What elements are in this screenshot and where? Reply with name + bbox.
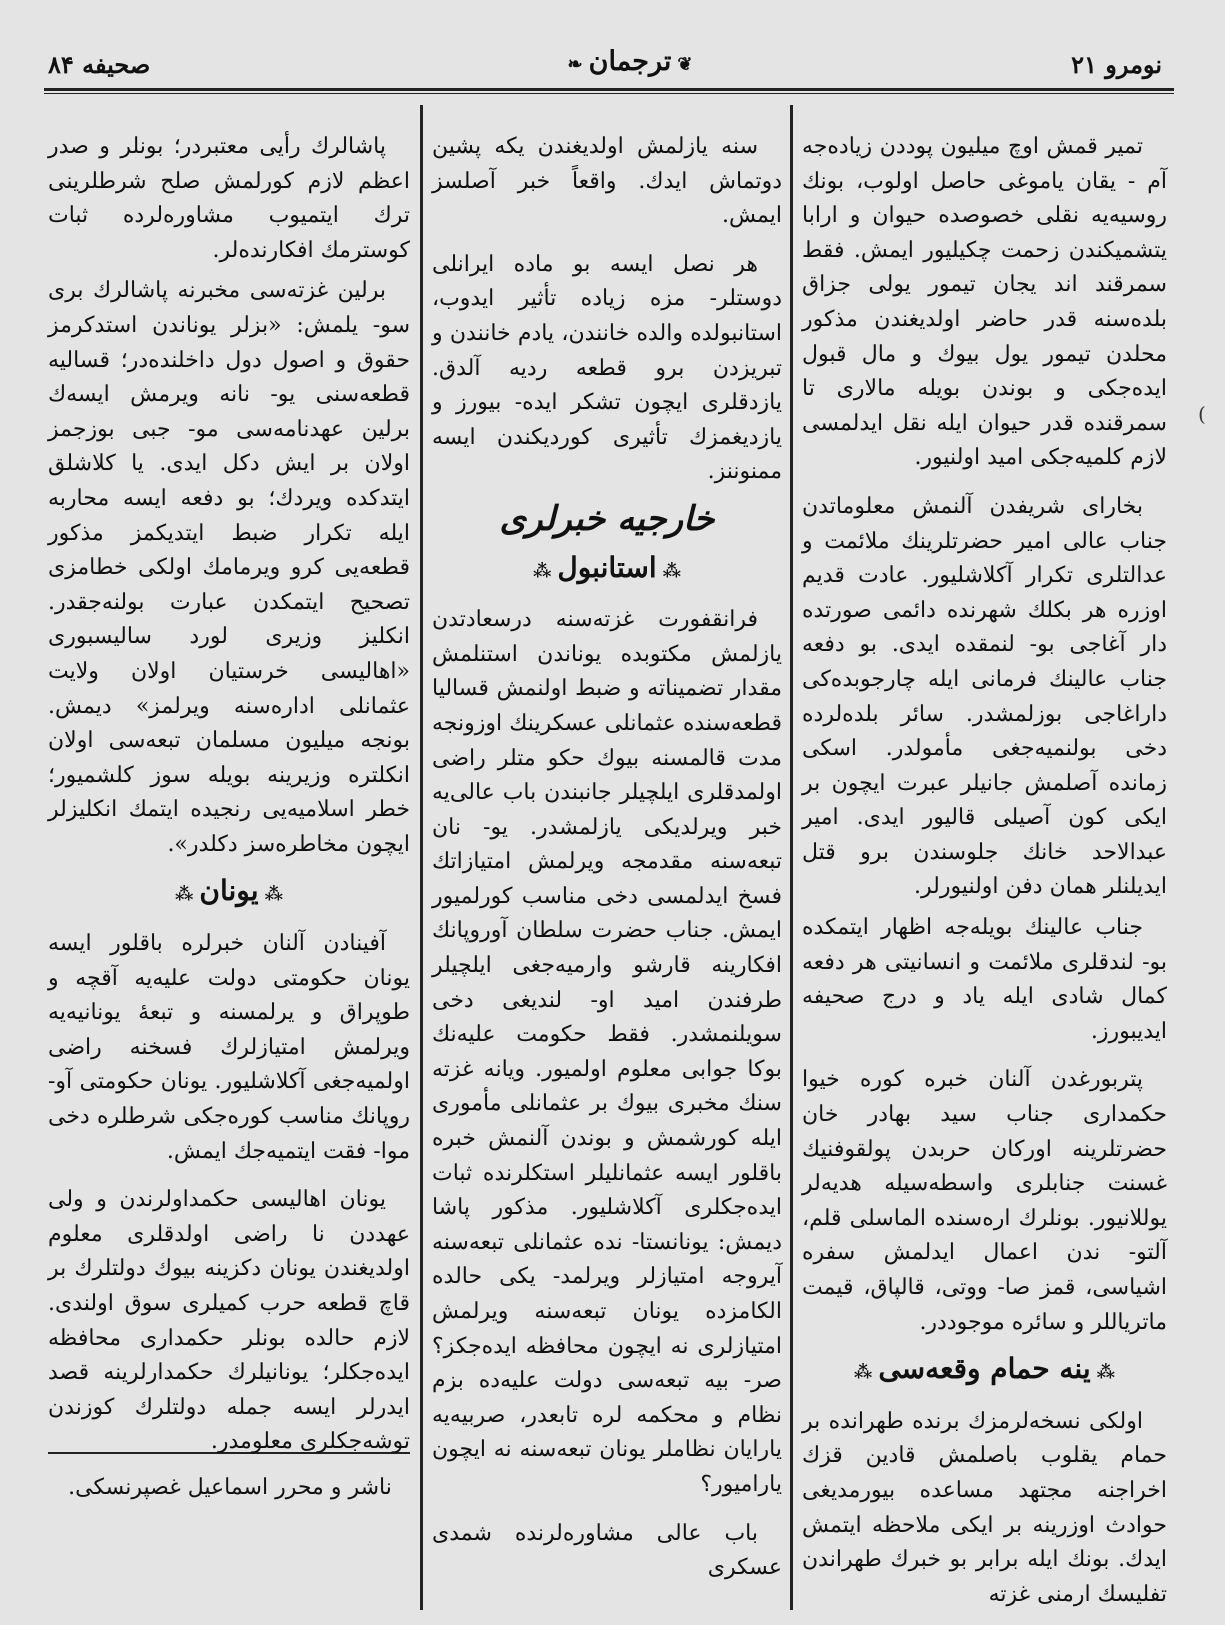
article-paragraph: بخارای شریفدن آلنمش معلوماتدن جناب عالی امیر حضرتلرینك ملائمت و عدالتلری تکرار آکلاشلیور. عادت قدیم اوزره هر بکلك شهرنده دائمی صورتده دار آغاجی بو- لنمقده ایدی. بو دفعه جناب عالینك فرمانی ایله چارجوبده‌کی داراغاجی بوزلمشدر. سائر بلده‌لرده دخی بولنمیه‌جغی مأمولدر. اسکی زمانده آصلمش جانیلر عبرت ایچون بر ایکی کون آصیلی قالیور ایدی. امیر عبدالاحد خانك جلوسندن برو قتل ایدیلنلر همان دفن اولنیورلر. [802, 493, 1167, 900]
ornament-icon: ❧ [567, 54, 583, 75]
article-paragraph: هر نصل ایسه بو ماده ایرانلی دوستلر- مزه زیاده تأثیر ایدوب، استانبولده والده خانندن، یادم خانندن و تبریزدن برو قطعه ردیه آلدق. یازدقلری ایچون تشکر ایده- بیورز و یازدیغمزك تأثیری کوردیکندن ایسه ممنوننز. [432, 251, 782, 485]
column-middle [432, 130, 782, 1620]
margin-mark: ( [1198, 402, 1206, 426]
ornament-icon: ⁂ [853, 1362, 873, 1384]
newspaper-title [520, 46, 740, 77]
article-paragraph: باب عالی مشاوره‌لرنده شمدی عسکری [432, 1520, 782, 1581]
foreign-news-title: خارجیه خبرلری [499, 498, 715, 539]
article-paragraph: یونان اهالیسی حکمداولرندن و ولی عهددن نا راضی اولدقلری معلوم اولدیغندن یونان دکزینه بیوك دولتلرك بر قاچ قطعه حرب کمیلری سوق اولندی. لازم حالده بونلر حکمداری محافظه ایده‌جکلر؛ یونانیلرك حکمدارلرینه قصد ایدرلر ایسه جمله دولتلرك کوزندن توشه‌جکلری معلومدر. [48, 1187, 410, 1455]
article-paragraph: برلین غزته‌سی مخبرنه پاشالرك بری سو- یلمش: «بزلر یوناندن استدکرمز حقوق و اصول دول داخلنده‌در؛ قسالیه قطعه‌سنی یو- نانه ویرمش ایسەك برلین عهدنامه‌سی مو- جبی بوزجمز اولان بر ایش دکل ایدی. یا کلاشلق ایتدکده ویردك؛ بو دفعه ایسه محاربه ایله تکرار ضبط ایتدیکمز مذکور قطعه‌یی کرو ویرمامك اولکی خطامزی تصحیح ایتمکدن عبارت بولنه‌جقدر. انکلیز وزیری لورد سالیسبوری «اهالیسی خرستیان اولان ولایت عثمانلی اداره‌سنه ویرلمز» دیمش. بونجه میلیون مسلمان تبعه‌سی اولان انکلتره وزیرینه بویله سوز کلشمیور؛ خطر اسلامیه‌یی رنجیده ایتمك انکلیزلر ایچون مخاطره‌سز دکلدر». [48, 278, 410, 857]
article-paragraph: فرانقفورت غزته‌سنه درسعادتدن یازلمش مکتوبده یوناندن استنلمش مقدار تضمیناته و ضبط اولنمش قسالیا قطعه‌سنده عثمانلی عسکرینك اوزونجه مدت قالمسنه بیوك حکو متلر راضی اولمدقلری ایلچیلر جانبندن باب عالی‌یه خبر ویرلدیکی یازلمشدر. یو- نان تبعه‌سنه مقدمجه ویرلمش امتیازاتك فسخ ایدلمسی دخی مناسب کورلمیور ایمش. جناب حضرت سلطان آوروپانك افکارینه قارشو وارمیه‌جغی ایلچیلر طرفندن امید او- لندیغی دخی سویلنمشدر. فقط حکومت علیه‌نك بوکا جوابی معلوم اولمیور. ویانه غزته سنك مخبری بیوك بر عثمانلی مأموری ایله کورشمش و بوندن آلنمش خبره باقلور ایسه عثمانلیلر استکلرنده ثبات ایده‌جکلری آکلاشلیور. مذکور پاشا دیمش: یونانستا- نده عثمانلی تبعه‌سنه آیروجه امتیازلر ویرلمد- یکی حالده الکامزده یونان تبعه‌سنه ویرلمش امتیازلری نه ایچون محافظه ایده‌جکز؟ صر- بیه تبعه‌سی دولت علیه‌ده بزم نظام و محکمه لره تابعدر، صربیه‌یه یارایان نظاملر یونان تبعه‌سنه نه ایچون یارامیور؟ [432, 607, 782, 1497]
ornament-icon: ⁂ [1096, 1362, 1116, 1384]
column-left [48, 130, 410, 1455]
section-heading: ⁂یونان⁂ [48, 874, 410, 913]
header-rule [44, 88, 1174, 91]
ornament-icon: ⁂ [175, 884, 194, 906]
article-paragraph: سنه یازلمش اولدیغندن یکه پشین دوتماش ایدك. واقعاً خبر آصلسز ایمش. [432, 134, 782, 229]
article-paragraph: پاشالرك رأیی معتبردر؛ بونلر و صدر اعظم لازم کورلمش صلح شرطلرینی ترك ایتمیوب مشاوره‌لرده ثبات کوسترمك افکارنده‌لر. [48, 134, 410, 263]
section-heading: ⁂استانبول⁂ [432, 551, 782, 590]
ornament-icon: ⁂ [662, 560, 682, 582]
section-heading: ⁂ینه حمام وقعه‌سی⁂ [802, 1352, 1167, 1391]
ornament-icon: ❦ [677, 54, 693, 75]
column-divider-left [420, 105, 423, 1610]
newspaper-title-text: ترجمان [588, 46, 672, 77]
article-paragraph: جناب عالینك بویله‌جه اظهار ایتمکده بو- لندقلری ملائمت و انسانیتی هر دفعه کمال شادی ایله یاد و درج صحیفه ایدیبورز. [802, 915, 1167, 1044]
page-number: صحیفه ۸۴ [48, 50, 151, 79]
article-paragraph: تمیر قمش اوچ میلیون پوددن زیاده‌جه آم - یقان یاموغی حاصل اولوب، بونك روسیه‌یه نقلی خصوصده حیوان و ارابا یتشمیکندن زحمت چکیلیور ایمش. فقط سمرقند اند یجان تیمور یولی جزاق بلده‌سنه قدر حاضر اولدیغندن مذکور محلدن تیمور یول بیوك و مال قبول ایده‌جکی و بوندن بویله مالاری تا سمرقنده قدر حیوان ایله نقل ایدلمسی لازم کلمیه‌جکی امید اولنیور. [802, 134, 1167, 471]
ornament-icon: ⁂ [532, 560, 552, 582]
column-right [802, 130, 1167, 1620]
header-rule-thin [44, 93, 1174, 94]
publisher-line: ناشر و محرر اسماعیل غصپرنسکی. [68, 1475, 392, 1500]
ornament-icon: ⁂ [264, 884, 283, 906]
column-divider-right [790, 105, 793, 1610]
article-paragraph: پتربورغدن آلنان خبره کوره خیوا حکمداری جناب سید بهادر خان حضرتلرینه اورکان حربدن پولقوفنیك غسنت جنابلری واسطه‌سیله هدیه‌لر یوللانیور. بونلرك ارەسنده الماسلی قلم، آلتو- ندن اعمال ایدلمش سفره اشیاسی، قمز صا- ووتی، قالپاق، قیمت ماتریاللر و سائره موجوددر. [802, 1067, 1167, 1335]
article-paragraph: آفینادن آلنان خبرلره باقلور ایسه یونان حکومتی دولت علیه‌یه آقچه و طوپراق و یرلمسنه و تبعهٔ یونانیه‌یه ویرلمش امتیازلرك فسخنه راضی اولمیه‌جغی آکلاشلیور. یونان حکومتی آو- روپانك مناسب کوره‌جکی شرطلره دخی موا- فقت ایتمیه‌جك ایمش. [48, 931, 410, 1164]
article-paragraph: اولکی نسخه‌لرمزك برنده طهرانده بر حمام یقلوب باصلمش قادین قزك اخراجنه مجتهد مساعده بیورمدیغی حوادث اوزرینه بر ایکی ملاحظه ایتمش ایدك. بونك ایله برابر بو خبرك طهراندن تفلیسك ارمنی غزته [802, 1408, 1167, 1607]
issue-number: نومرو ۲۱ [1071, 50, 1162, 79]
